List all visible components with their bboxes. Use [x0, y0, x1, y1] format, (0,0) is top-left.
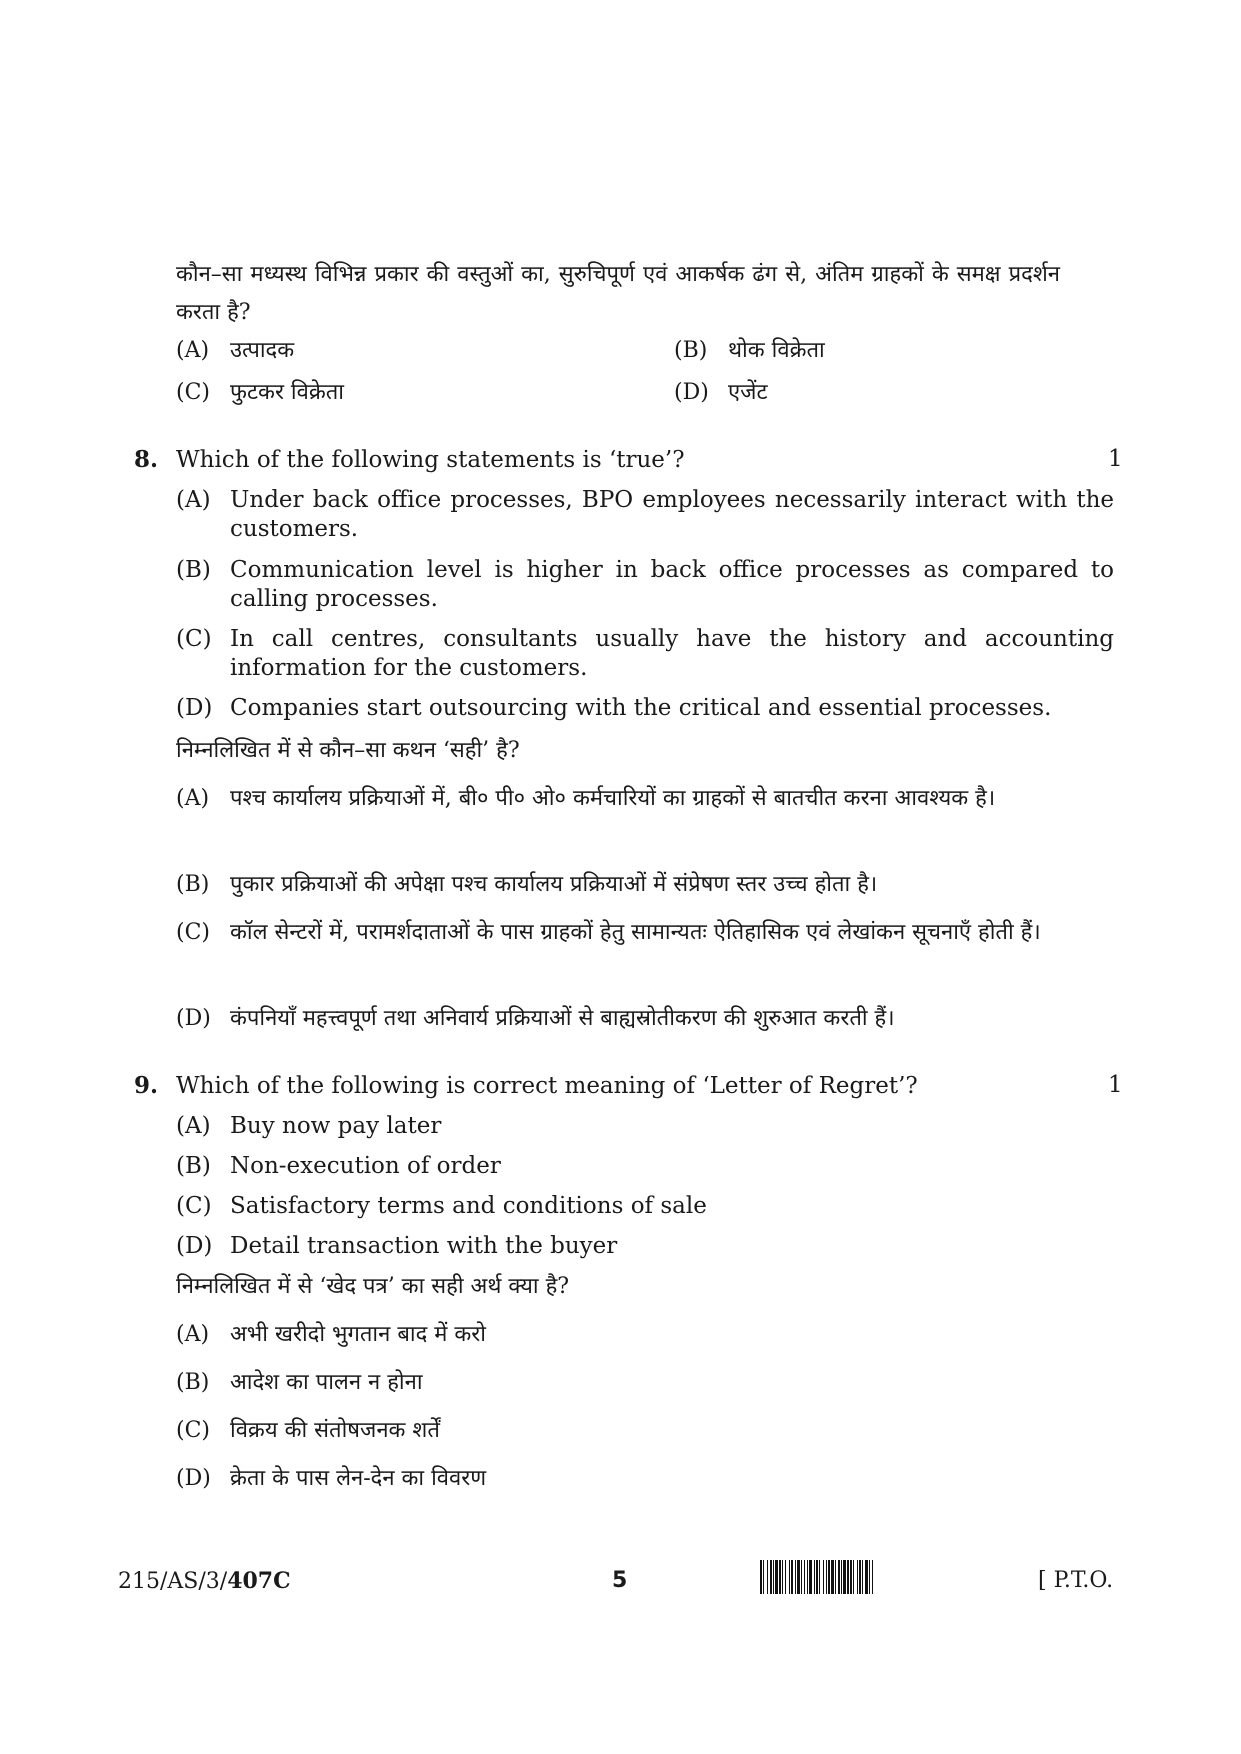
pto-label: [ P.T.O.: [1038, 1568, 1114, 1593]
paper-code: [118, 1568, 291, 1594]
option-label: (A): [176, 1113, 211, 1139]
option-text: कंपनियाँ महत्त्वपूर्ण तथा अनिवार्य प्रक्रियाओं से बाह्यस्रोतीकरण की शुरुआत करती हैं।: [230, 1006, 895, 1031]
option-label: (C): [176, 380, 210, 405]
option-text: थोक विक्रेता: [728, 338, 825, 363]
option-label: (D): [674, 380, 709, 405]
paper-code-prefix: 215/AS/3/: [118, 1569, 228, 1594]
q7-hindi-stem: कौन–सा मध्यस्थ विभिन्न प्रकार की वस्तुओं का, सुरुचिपूर्ण एवं आकर्षक ढंग से, अंतिम ग्राहकों के समक्ष प्रदर्शन करता है?: [176, 262, 1060, 325]
option-text: एजेंट: [728, 380, 768, 405]
option-label: (C): [176, 1418, 210, 1443]
q8-stem-en: Which of the following statements is ‘true’?: [176, 447, 685, 473]
option-text: Non-execution of order: [230, 1153, 501, 1179]
q9-number: 9.: [134, 1072, 159, 1099]
option-label: (B): [176, 557, 211, 583]
option-text: क्रेता के पास लेन-देन का विवरण: [230, 1466, 487, 1491]
barcode-bar: [873, 1560, 875, 1594]
option-text: अभी खरीदो भुगतान बाद में करो: [230, 1322, 487, 1347]
option-text: पश्च कार्यालय प्रक्रियाओं में, बी० पी० ओ० कर्मचारियों का ग्राहकों से बातचीत करना आवश्यक है।: [230, 786, 996, 811]
option-label: (B): [176, 1370, 210, 1395]
option-text: कॉल सेन्टरों में, परामर्शदाताओं के पास ग्राहकों हेतु सामान्यतः ऐतिहासिक एवं लेखांकन सूचनाएँ होती हैं।: [230, 920, 1041, 945]
option-text: Communication level is higher in back office processes as compared to calling processes.: [230, 557, 1114, 612]
option-label: (B): [176, 872, 210, 897]
option-label: (C): [176, 920, 210, 945]
q9-stem-hi: निम्नलिखित में से ‘खेद पत्र’ का सही अर्थ क्या है?: [176, 1274, 570, 1299]
q8-number: 8.: [134, 446, 159, 473]
option-text: Companies start outsourcing with the critical and essential processes.: [230, 695, 1052, 721]
option-text: In call centres, consultants usually have the history and accounting information for the customers.: [230, 626, 1114, 681]
option-label: (D): [176, 1233, 213, 1259]
option-label: (A): [176, 1322, 210, 1347]
q8-stem-hi: निम्नलिखित में से कौन–सा कथन ‘सही’ है?: [176, 738, 520, 763]
q9-marks: 1: [1108, 1072, 1123, 1098]
option-text: फुटकर विक्रेता: [230, 380, 345, 405]
option-label: (B): [176, 1153, 211, 1179]
option-text: पुकार प्रक्रियाओं की अपेक्षा पश्च कार्यालय प्रक्रियाओं में संप्रेषण स्तर उच्च होता है।: [230, 872, 878, 897]
option-text: आदेश का पालन न होना: [230, 1370, 423, 1395]
option-text: Satisfactory terms and conditions of sale: [230, 1193, 707, 1219]
option-text: Detail transaction with the buyer: [230, 1233, 618, 1259]
option-text: विक्रय की संतोषजनक शर्तें: [230, 1418, 440, 1443]
option-label: (C): [176, 1193, 212, 1219]
option-label: (B): [674, 338, 708, 363]
option-label: (A): [176, 786, 210, 811]
option-label: (D): [176, 695, 213, 721]
q8-marks: 1: [1108, 446, 1123, 472]
option-label: (D): [176, 1006, 211, 1031]
barcode: [760, 1560, 1022, 1594]
option-text: उत्पादक: [230, 338, 295, 363]
option-label: (C): [176, 626, 212, 652]
option-label: (D): [176, 1466, 211, 1491]
q9-stem-en: Which of the following is correct meaning of ‘Letter of Regret’?: [176, 1073, 918, 1099]
paper-code-bold: 407C: [227, 1568, 291, 1594]
option-label: (A): [176, 487, 211, 513]
page-number: 5: [612, 1568, 628, 1593]
option-text: Buy now pay later: [230, 1113, 442, 1139]
option-text: Under back office processes, BPO employees necessarily interact with the customers.: [230, 487, 1114, 542]
option-label: (A): [176, 338, 210, 363]
